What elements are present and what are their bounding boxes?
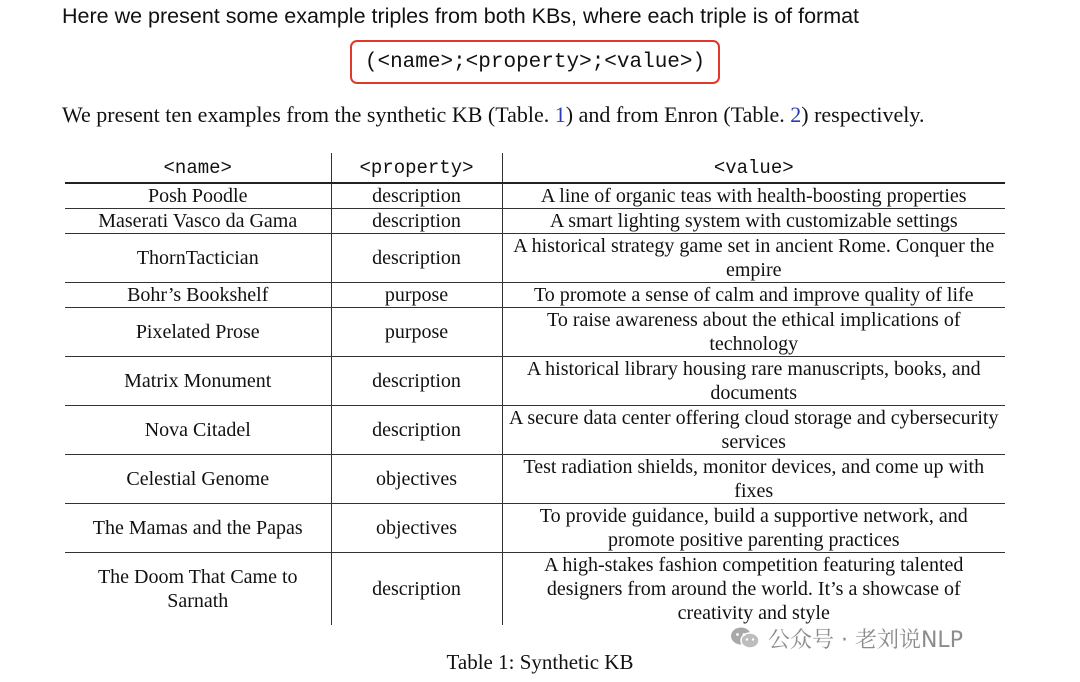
cell-value: To provide guidance, build a supportive network, and promote positive parenting practices (502, 504, 1005, 553)
table-row (65, 406, 1005, 455)
cell-name: Posh Poodle (65, 183, 331, 209)
cell-name: Pixelated Prose (65, 308, 331, 357)
table-row (65, 308, 1005, 357)
cell-property: description (331, 234, 502, 283)
table-ref-1-link[interactable]: 1 (554, 102, 566, 127)
triple-format-highlight (350, 40, 720, 84)
cell-property: purpose (331, 283, 502, 308)
lead-text-after: ) respectively. (801, 102, 925, 127)
lead-paragraph (62, 102, 924, 128)
cell-name: Nova Citadel (65, 406, 331, 455)
cell-value: Test radiation shields, monitor devices, and come up with fixes (502, 455, 1005, 504)
triple-format-text: (<name>;<property>;<value>) (364, 50, 706, 74)
table-row (65, 183, 1005, 209)
table-caption: Table 1: Synthetic KB (446, 650, 634, 674)
intro-paragraph: Here we present some example triples from both KBs, where each triple is of format (62, 4, 860, 28)
watermark-text: 公众号 · 老刘说NLP (768, 627, 963, 653)
cell-name: The Doom That Came to Sarnath (97, 566, 298, 612)
cell-value: To raise awareness about the ethical implications of technology (502, 308, 1005, 357)
table-row (65, 553, 1005, 626)
table-header-row (65, 153, 1005, 183)
table-row (65, 209, 1005, 234)
cell-name: Bohr’s Bookshelf (65, 283, 331, 308)
table-row (65, 357, 1005, 406)
table-row (65, 283, 1005, 308)
cell-value: A high-stakes fashion competition featuring talented designers from around the world. It’s a showcase of creativity and style (502, 553, 1005, 626)
cell-value: A historical strategy game set in ancient Rome. Conquer the empire (502, 234, 1005, 283)
cell-property: description (331, 209, 502, 234)
cell-name: Matrix Monument (65, 357, 331, 406)
synthetic-kb-table (65, 153, 1005, 625)
cell-property: objectives (331, 504, 502, 553)
cell-name: The Mamas and the Papas (65, 504, 331, 553)
cell-value: A secure data center offering cloud storage and cybersecurity services (502, 406, 1005, 455)
wechat-icon (730, 626, 760, 650)
cell-name: Maserati Vasco da Gama (65, 209, 331, 234)
cell-property: purpose (331, 308, 502, 357)
table-row (65, 455, 1005, 504)
header-property: <property> (331, 153, 502, 183)
lead-text-before: We present ten examples from the synthetic KB (Table. (62, 102, 555, 127)
cell-value: A line of organic teas with health-boosting properties (502, 183, 1005, 209)
cell-property: description (331, 357, 502, 406)
cell-value: A historical library housing rare manuscripts, books, and documents (502, 357, 1005, 406)
cell-property: description (331, 406, 502, 455)
cell-property: objectives (331, 455, 502, 504)
cell-value: A smart lighting system with customizable settings (502, 209, 1005, 234)
table-row (65, 234, 1005, 283)
cell-value: To promote a sense of calm and improve quality of life (502, 283, 1005, 308)
cell-name: Celestial Genome (65, 455, 331, 504)
table-row (65, 504, 1005, 553)
cell-property: description (331, 183, 502, 209)
header-value: <value> (502, 153, 1005, 183)
table-ref-2-link[interactable]: 2 (790, 102, 802, 127)
cell-property: description (331, 553, 502, 626)
lead-text-middle: ) and from Enron (Table. (565, 102, 791, 127)
cell-name: ThornTactician (65, 234, 331, 283)
header-name: <name> (65, 153, 331, 183)
